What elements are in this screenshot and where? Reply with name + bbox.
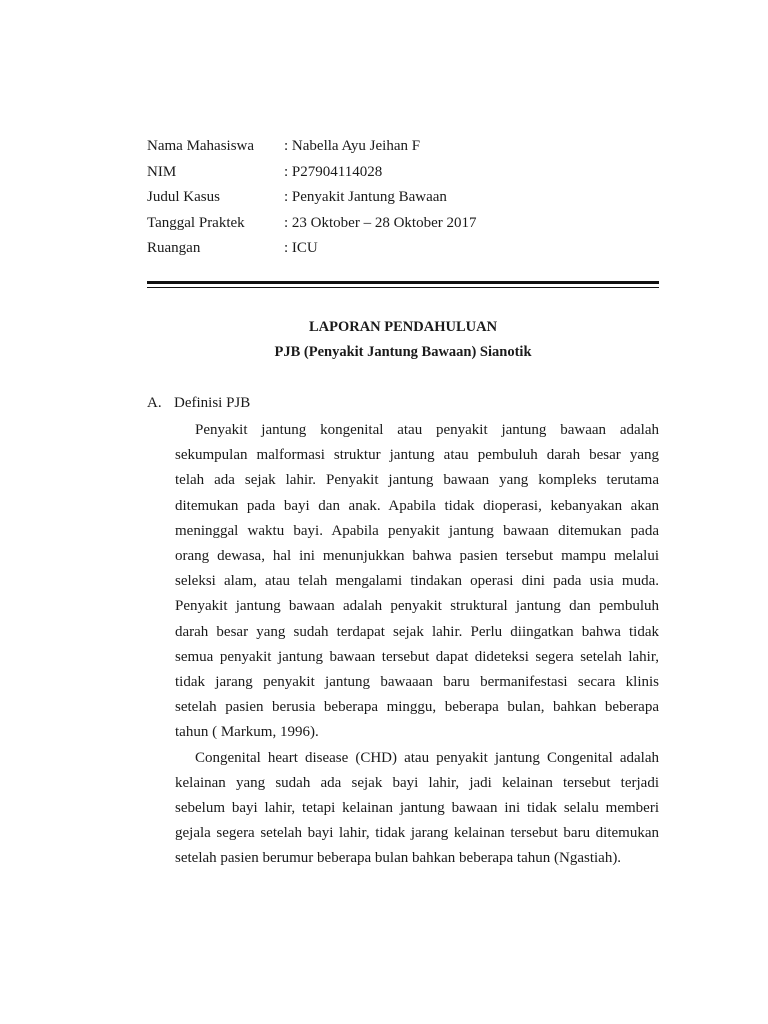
paragraph-1-line: tahun ( Markum, 1996). (175, 724, 319, 741)
info-label-tanggal: Tanggal Praktek (147, 214, 245, 231)
info-value-tanggal: : 23 Oktober – 28 Oktober 2017 (284, 214, 477, 231)
info-label-nama: Nama Mahasiswa (147, 138, 255, 154)
document-title: LAPORAN PENDAHULUAN (308, 319, 498, 335)
paragraph-2-line: sebelum bayi lahir, tetapi kelainan jantung bawaan ini tidak selalu memberi (175, 800, 659, 816)
section-a-title: Definisi PJB (174, 395, 251, 411)
info-value-nim: : P27904114028 (284, 163, 383, 180)
paragraph-1-line: meninggal waktu bayi. Apabila penyakit jantung bawaan ditemukan pada (175, 522, 659, 539)
paragraph-1-line: setelah pasien berusia beberapa minggu, beberapa bulan, bahkan beberapa (175, 699, 659, 716)
paragraph-1-line: ditemukan pada bayi dan anak. Apabila tidak dioperasi, kebanyakan akan (175, 497, 659, 514)
paragraph-2-line: kelainan yang sudah ada sejak bayi lahir, jadi kelainan tersebut terjadi (175, 774, 659, 791)
info-label-judul: Judul Kasus (147, 189, 220, 205)
paragraph-2-line: Congenital heart disease (CHD) atau penyakit jantung Congenital adalah (195, 749, 659, 766)
paragraph-1-line: orang dewasa, hal ini menunjukkan bahwa pasien tersebut mampu melalui (175, 548, 659, 564)
info-value-ruangan: : ICU (284, 240, 318, 256)
paragraph-2-line: setelah pasien berumur beberapa bulan bahkan beberapa tahun (Ngastiah). (175, 850, 622, 867)
info-label-ruangan: Ruangan (147, 240, 201, 256)
header-divider-thin (147, 287, 659, 288)
paragraph-1-line: Penyakit jantung bawaan adalah penyakit struktural jantung dan pembuluh (175, 598, 659, 615)
paragraph-1-line: tidak jarang penyakit jantung bawaaan baru bermanifestasi secara klinis (175, 674, 659, 690)
info-label-nim: NIM (147, 163, 177, 180)
paragraph-1-line: darah besar yang sudah terdapat sejak lahir. Perlu diingatkan bahwa tidak (175, 623, 659, 640)
paragraph-1-line: Penyakit jantung kongenital atau penyakit jantung bawaan adalah (195, 422, 659, 438)
paragraph-1-line: seleksi alam, atau telah mengalami tindakan operasi dini pada usia muda. (175, 573, 659, 590)
paragraph-1-line: sekumpulan malformasi struktur jantung atau pembuluh darah besar yang (175, 447, 659, 464)
info-value-nama: : Nabella Ayu Jeihan F (284, 138, 421, 154)
info-value-judul: : Penyakit Jantung Bawaan (284, 189, 447, 205)
section-a-letter: A. (147, 395, 162, 411)
paragraph-2-line: gejala segera setelah bayi lahir, tidak jarang kelainan tersebut baru ditemukan (175, 825, 659, 842)
paragraph-1-line: semua penyakit jantung bawaan tersebut dapat dideteksi segera setelah lahir, (175, 648, 659, 665)
paragraph-1-line: telah ada sejak lahir. Penyakit jantung bawaan yang kompleks terutama (175, 472, 659, 489)
header-divider-thick (147, 281, 659, 284)
document-subtitle: PJB (Penyakit Jantung Bawaan) Sianotik (274, 344, 532, 360)
